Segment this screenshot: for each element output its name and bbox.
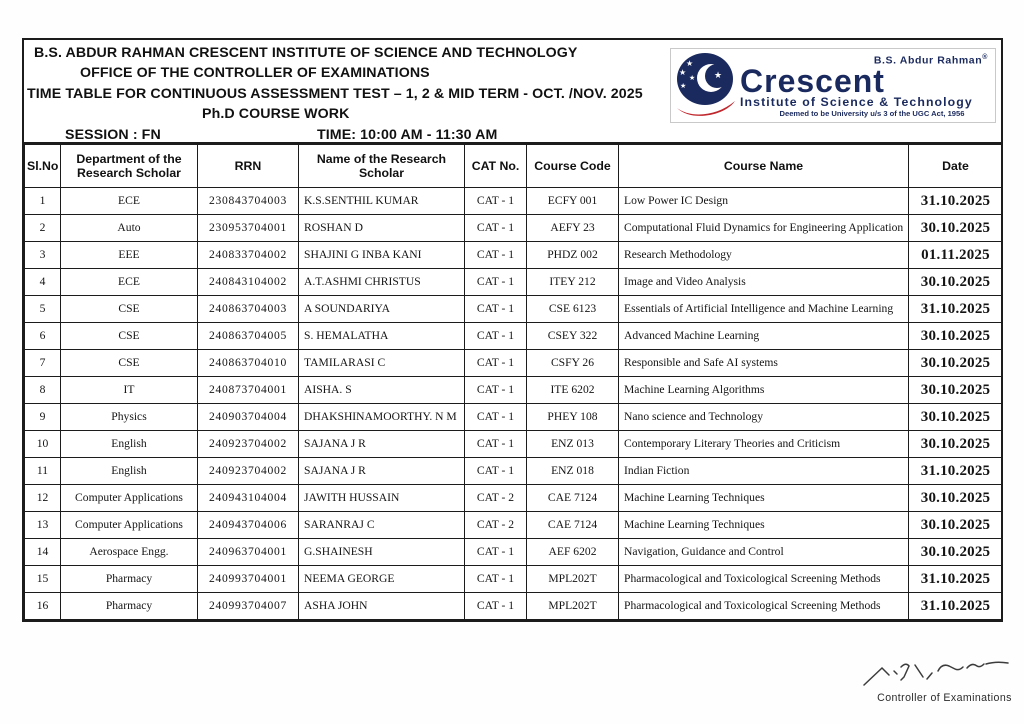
cell-course_name: Machine Learning Techniques bbox=[619, 485, 909, 512]
svg-text:★: ★ bbox=[686, 58, 694, 68]
cell-rrn: 240833704002 bbox=[198, 242, 299, 269]
cell-date: 31.10.2025 bbox=[909, 188, 1003, 215]
cell-course_name: Pharmacological and Toxicological Screening Methods bbox=[619, 593, 909, 620]
signature-icon bbox=[860, 655, 1010, 689]
cell-course_code: PHEY 108 bbox=[527, 404, 619, 431]
cell-cat_no: CAT - 1 bbox=[465, 566, 527, 593]
cell-course_code: ENZ 018 bbox=[527, 458, 619, 485]
cell-course_code: ITEY 212 bbox=[527, 269, 619, 296]
cell-cat_no: CAT - 1 bbox=[465, 323, 527, 350]
cell-department: CSE bbox=[61, 296, 198, 323]
cell-sl_no: 8 bbox=[25, 377, 61, 404]
cell-name: SHAJINI G INBA KANI bbox=[299, 242, 465, 269]
svg-text:★: ★ bbox=[680, 82, 687, 90]
cell-date: 30.10.2025 bbox=[909, 512, 1003, 539]
cell-rrn: 240863704005 bbox=[198, 323, 299, 350]
cell-date: 31.10.2025 bbox=[909, 458, 1003, 485]
cell-department: EEE bbox=[61, 242, 198, 269]
cell-department: Aerospace Engg. bbox=[61, 539, 198, 566]
table-row bbox=[25, 404, 1003, 431]
cell-rrn: 240923704002 bbox=[198, 458, 299, 485]
cell-name: DHAKSHINAMOORTHY. N M bbox=[299, 404, 465, 431]
cell-sl_no: 13 bbox=[25, 512, 61, 539]
cell-course_name: Research Methodology bbox=[619, 242, 909, 269]
column-header-name: Name of the Research Scholar bbox=[299, 145, 465, 188]
cell-course_code: ITE 6202 bbox=[527, 377, 619, 404]
cell-course_name: Contemporary Literary Theories and Criticism bbox=[619, 431, 909, 458]
course-work-title: Ph.D COURSE WORK bbox=[202, 106, 350, 123]
cell-rrn: 240993704007 bbox=[198, 593, 299, 620]
logo-wordmark: Crescent bbox=[740, 63, 885, 100]
cell-date: 30.10.2025 bbox=[909, 269, 1003, 296]
cell-department: ECE bbox=[61, 269, 198, 296]
document-header bbox=[24, 40, 1001, 144]
table-row bbox=[25, 431, 1003, 458]
cell-course_code: ENZ 013 bbox=[527, 431, 619, 458]
cell-department: Physics bbox=[61, 404, 198, 431]
cell-course_code: PHDZ 002 bbox=[527, 242, 619, 269]
table-row bbox=[25, 350, 1003, 377]
cell-department: CSE bbox=[61, 323, 198, 350]
header-row bbox=[25, 145, 1003, 188]
logo-subtitle: Institute of Science & Technology bbox=[740, 95, 973, 110]
cell-sl_no: 15 bbox=[25, 566, 61, 593]
cell-date: 30.10.2025 bbox=[909, 350, 1003, 377]
cell-rrn: 240863704003 bbox=[198, 296, 299, 323]
cell-name: S. HEMALATHA bbox=[299, 323, 465, 350]
table-row bbox=[25, 458, 1003, 485]
table-row bbox=[25, 242, 1003, 269]
cell-department: English bbox=[61, 458, 198, 485]
cell-date: 30.10.2025 bbox=[909, 323, 1003, 350]
table-row bbox=[25, 539, 1003, 566]
cell-course_code: CAE 7124 bbox=[527, 512, 619, 539]
cell-cat_no: CAT - 1 bbox=[465, 242, 527, 269]
cell-course_code: MPL202T bbox=[527, 593, 619, 620]
table-row bbox=[25, 377, 1003, 404]
cell-department: Pharmacy bbox=[61, 566, 198, 593]
cell-name: ASHA JOHN bbox=[299, 593, 465, 620]
cell-date: 01.11.2025 bbox=[909, 242, 1003, 269]
cell-cat_no: CAT - 1 bbox=[465, 431, 527, 458]
header-titles bbox=[24, 43, 679, 145]
cell-sl_no: 16 bbox=[25, 593, 61, 620]
svg-text:★: ★ bbox=[689, 74, 696, 82]
cell-name: SARANRAJ C bbox=[299, 512, 465, 539]
svg-text:★: ★ bbox=[714, 69, 723, 80]
logo-text bbox=[738, 52, 995, 120]
logo-tagline: Deemed to be University u/s 3 of the UGC Act, 1956 bbox=[779, 109, 965, 119]
cell-date: 31.10.2025 bbox=[909, 593, 1003, 620]
cell-sl_no: 5 bbox=[25, 296, 61, 323]
signatory-title: Controller of Examinations bbox=[877, 692, 1012, 704]
cell-name: AISHA. S bbox=[299, 377, 465, 404]
cell-department: CSE bbox=[61, 350, 198, 377]
cell-date: 30.10.2025 bbox=[909, 377, 1003, 404]
cell-course_code: MPL202T bbox=[527, 566, 619, 593]
cell-date: 30.10.2025 bbox=[909, 539, 1003, 566]
cell-rrn: 240873704001 bbox=[198, 377, 299, 404]
cell-course_name: Low Power IC Design bbox=[619, 188, 909, 215]
cell-rrn: 240903704004 bbox=[198, 404, 299, 431]
cell-course_code: CSFY 26 bbox=[527, 350, 619, 377]
cell-date: 30.10.2025 bbox=[909, 431, 1003, 458]
svg-text:★: ★ bbox=[679, 67, 687, 77]
cell-course_code: CAE 7124 bbox=[527, 485, 619, 512]
cell-rrn: 240943704006 bbox=[198, 512, 299, 539]
cell-course_name: Machine Learning Techniques bbox=[619, 512, 909, 539]
timetable-head bbox=[25, 145, 1003, 188]
timetable bbox=[24, 144, 1003, 620]
cell-sl_no: 1 bbox=[25, 188, 61, 215]
signature-block bbox=[848, 655, 1013, 704]
cell-course_code: CSE 6123 bbox=[527, 296, 619, 323]
column-header-course_code: Course Code bbox=[527, 145, 619, 188]
cell-rrn: 240993704001 bbox=[198, 566, 299, 593]
cell-course_name: Image and Video Analysis bbox=[619, 269, 909, 296]
cell-cat_no: CAT - 2 bbox=[465, 485, 527, 512]
cell-course_name: Essentials of Artificial Intelligence and Machine Learning bbox=[619, 296, 909, 323]
cell-department: Pharmacy bbox=[61, 593, 198, 620]
cell-sl_no: 3 bbox=[25, 242, 61, 269]
cell-date: 31.10.2025 bbox=[909, 566, 1003, 593]
cell-cat_no: CAT - 1 bbox=[465, 539, 527, 566]
cell-course_name: Machine Learning Algorithms bbox=[619, 377, 909, 404]
cell-course_name: Pharmacological and Toxicological Screening Methods bbox=[619, 566, 909, 593]
timetable-title: TIME TABLE FOR CONTINUOUS ASSESSMENT TEST – 1, 2 & MID TERM - OCT. /NOV. 2025 bbox=[27, 85, 643, 102]
table-row bbox=[25, 215, 1003, 242]
table-row bbox=[25, 593, 1003, 620]
cell-course_name: Navigation, Guidance and Control bbox=[619, 539, 909, 566]
cell-cat_no: CAT - 1 bbox=[465, 296, 527, 323]
cell-cat_no: CAT - 1 bbox=[465, 458, 527, 485]
table-row bbox=[25, 296, 1003, 323]
cell-rrn: 240923704002 bbox=[198, 431, 299, 458]
column-header-cat_no: CAT No. bbox=[465, 145, 527, 188]
logo-brand-small: B.S. Abdur Rahman® bbox=[873, 53, 988, 67]
institute-title: B.S. ABDUR RAHMAN CRESCENT INSTITUTE OF SCIENCE AND TECHNOLOGY bbox=[34, 45, 578, 61]
cell-department: Computer Applications bbox=[61, 512, 198, 539]
cell-course_name: Responsible and Safe AI systems bbox=[619, 350, 909, 377]
session-label: SESSION : FN bbox=[65, 126, 161, 143]
cell-course_code: AEF 6202 bbox=[527, 539, 619, 566]
table-row bbox=[25, 566, 1003, 593]
column-header-date: Date bbox=[909, 145, 1003, 188]
table-row bbox=[25, 485, 1003, 512]
cell-course_name: Nano science and Technology bbox=[619, 404, 909, 431]
column-header-sl_no: Sl.No bbox=[25, 145, 61, 188]
cell-course_name: Indian Fiction bbox=[619, 458, 909, 485]
cell-course_code: ECFY 001 bbox=[527, 188, 619, 215]
cell-cat_no: CAT - 2 bbox=[465, 512, 527, 539]
cell-name: A.T.ASHMI CHRISTUS bbox=[299, 269, 465, 296]
cell-course_code: AEFY 23 bbox=[527, 215, 619, 242]
column-header-department: Department of the Research Scholar bbox=[61, 145, 198, 188]
cell-sl_no: 9 bbox=[25, 404, 61, 431]
cell-sl_no: 10 bbox=[25, 431, 61, 458]
column-header-rrn: RRN bbox=[198, 145, 299, 188]
cell-rrn: 240943104004 bbox=[198, 485, 299, 512]
cell-cat_no: CAT - 1 bbox=[465, 404, 527, 431]
cell-name: JAWITH HUSSAIN bbox=[299, 485, 465, 512]
cell-cat_no: CAT - 1 bbox=[465, 215, 527, 242]
cell-department: ECE bbox=[61, 188, 198, 215]
table-row bbox=[25, 188, 1003, 215]
cell-date: 30.10.2025 bbox=[909, 404, 1003, 431]
office-title: OFFICE OF THE CONTROLLER OF EXAMINATIONS bbox=[80, 65, 430, 82]
time-label: TIME: 10:00 AM - 11:30 AM bbox=[317, 126, 498, 143]
cell-cat_no: CAT - 1 bbox=[465, 350, 527, 377]
cell-sl_no: 4 bbox=[25, 269, 61, 296]
cell-sl_no: 6 bbox=[25, 323, 61, 350]
cell-sl_no: 11 bbox=[25, 458, 61, 485]
cell-name: A SOUNDARIYA bbox=[299, 296, 465, 323]
cell-course_code: CSEY 322 bbox=[527, 323, 619, 350]
cell-department: Computer Applications bbox=[61, 485, 198, 512]
cell-department: IT bbox=[61, 377, 198, 404]
cell-name: SAJANA J R bbox=[299, 431, 465, 458]
crescent-logo bbox=[670, 48, 996, 123]
cell-name: ROSHAN D bbox=[299, 215, 465, 242]
table-row bbox=[25, 323, 1003, 350]
cell-cat_no: CAT - 1 bbox=[465, 377, 527, 404]
cell-rrn: 230843704003 bbox=[198, 188, 299, 215]
cell-name: G.SHAINESH bbox=[299, 539, 465, 566]
cell-sl_no: 2 bbox=[25, 215, 61, 242]
cell-date: 30.10.2025 bbox=[909, 485, 1003, 512]
cell-cat_no: CAT - 1 bbox=[465, 593, 527, 620]
cell-cat_no: CAT - 1 bbox=[465, 269, 527, 296]
cell-sl_no: 7 bbox=[25, 350, 61, 377]
session-time-row bbox=[24, 125, 679, 145]
cell-rrn: 240843104002 bbox=[198, 269, 299, 296]
timetable-body bbox=[25, 188, 1003, 620]
cell-course_name: Advanced Machine Learning bbox=[619, 323, 909, 350]
cell-sl_no: 14 bbox=[25, 539, 61, 566]
cell-sl_no: 12 bbox=[25, 485, 61, 512]
cell-name: TAMILARASI C bbox=[299, 350, 465, 377]
document-frame bbox=[22, 38, 1003, 622]
cell-date: 31.10.2025 bbox=[909, 296, 1003, 323]
cell-rrn: 230953704001 bbox=[198, 215, 299, 242]
cell-date: 30.10.2025 bbox=[909, 215, 1003, 242]
cell-course_name: Computational Fluid Dynamics for Engineering Application bbox=[619, 215, 909, 242]
column-header-course_name: Course Name bbox=[619, 145, 909, 188]
table-row bbox=[25, 269, 1003, 296]
crescent-emblem-icon bbox=[676, 51, 738, 121]
cell-name: NEEMA GEORGE bbox=[299, 566, 465, 593]
cell-department: English bbox=[61, 431, 198, 458]
table-row bbox=[25, 512, 1003, 539]
registered-mark: ® bbox=[982, 53, 988, 61]
cell-department: Auto bbox=[61, 215, 198, 242]
cell-rrn: 240863704010 bbox=[198, 350, 299, 377]
cell-name: SAJANA J R bbox=[299, 458, 465, 485]
cell-name: K.S.SENTHIL KUMAR bbox=[299, 188, 465, 215]
cell-cat_no: CAT - 1 bbox=[465, 188, 527, 215]
cell-rrn: 240963704001 bbox=[198, 539, 299, 566]
